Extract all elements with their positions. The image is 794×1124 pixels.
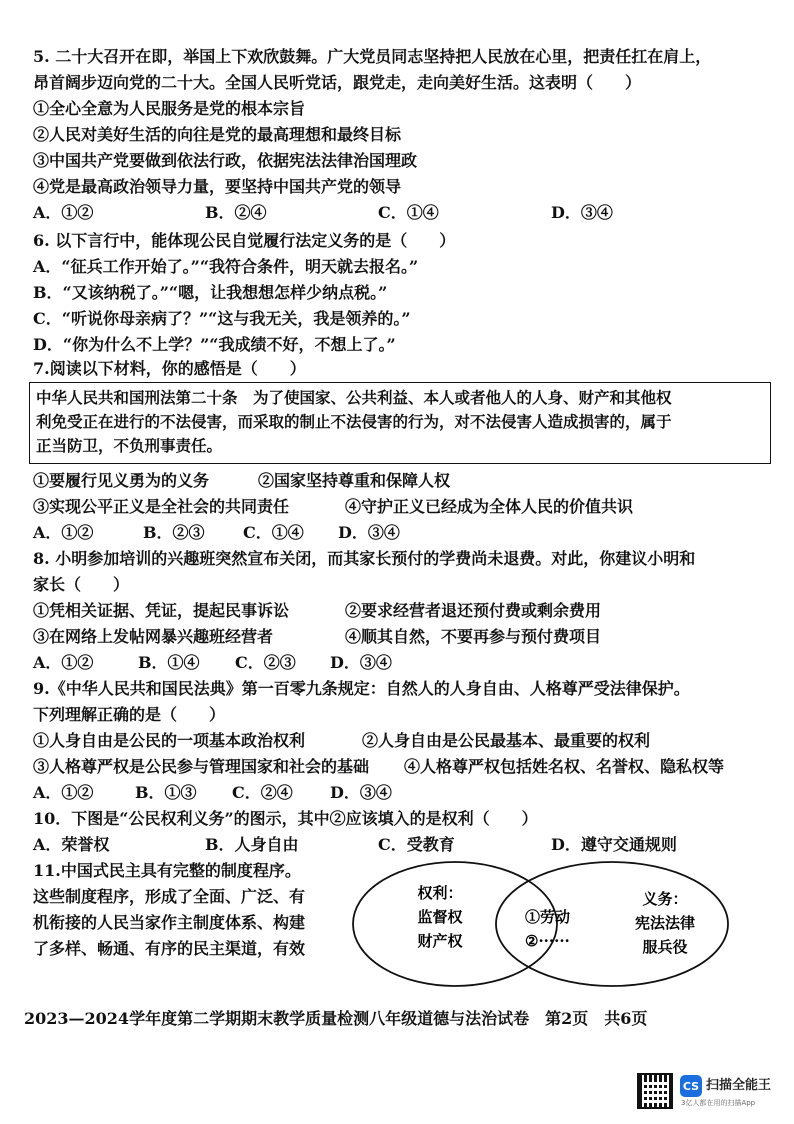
q11-line2: 这些制度程序，形成了全面、广泛、有: [33, 887, 306, 906]
q6-option-c: C．“听说你母亲病了？”“这与我无关，我是领养的。”: [33, 309, 411, 328]
q7-statement-2: ②国家坚持尊重和保障人权: [258, 471, 451, 490]
venn-rights-item-1: 监督权: [417, 908, 463, 926]
q7-option-c: C．①④: [243, 523, 304, 542]
q5-statement-1: ①全心全意为人民服务是党的根本宗旨: [33, 99, 306, 118]
qr-code-icon: [637, 1073, 673, 1109]
q8-option-b: B．①④: [138, 653, 200, 672]
q7-option-a: A．①②: [33, 523, 94, 542]
q5-stem-line1: 5. 二十大召开在即，举国上下欢欣鼓舞。广大党员同志坚持把人民放在心里，把责任扛在肩上，: [33, 47, 712, 66]
q8-option-c: C．②③: [235, 653, 296, 672]
q6-option-d: D．“你为什么不上学？”“我成绩不好，不想上了。”: [33, 335, 396, 354]
q5-option-a: A．①②: [33, 203, 94, 222]
q9-option-b: B．①③: [135, 783, 197, 802]
q9-option-c: C．②④: [232, 783, 293, 802]
q9-statement-1: ①人身自由是公民的一项基本政治权利: [33, 731, 306, 750]
q5-option-b: B．②④: [205, 203, 267, 222]
q8-stem-line2: 家长（ ）: [33, 575, 130, 594]
q5-option-d: D．③④: [551, 203, 613, 222]
q10-option-d: D．遵守交通规则: [551, 835, 677, 854]
q11-line1: 11.中国式民主具有完整的制度程序。: [33, 861, 301, 880]
q9-option-a: A．①②: [33, 783, 94, 802]
q5-option-c: C．①④: [378, 203, 439, 222]
q5-statement-2: ②人民对美好生活的向往是党的最高理想和最终目标: [33, 125, 402, 144]
q6-stem: 6. 以下言行中，能体现公民自觉履行法定义务的是（ ）: [33, 231, 456, 250]
q10-option-a: A．荣誉权: [33, 835, 110, 854]
q7-stem: 7.阅读以下材料，你的感悟是（ ）: [33, 359, 306, 378]
q9-statement-3: ③人格尊严权是公民参与管理国家和社会的基础: [33, 757, 370, 776]
camscanner-name: 扫描全能王: [706, 1078, 772, 1093]
q8-statement-3: ③在网络上发帖网暴兴趣班经营者: [33, 627, 274, 646]
q7-option-d: D．③④: [338, 523, 400, 542]
q6-option-b: B．“又该纳税了。”“嗯，让我想想怎样少纳点税。”: [33, 283, 388, 302]
q7-material-line1: 中华人民共和国刑法第二十条 为了使国家、公共利益、本人或者他人的人身、财产和其他权: [36, 388, 672, 407]
q9-option-d: D．③④: [330, 783, 392, 802]
venn-rights-title: 权利：: [417, 884, 463, 902]
rights-duties-venn-diagram: [350, 858, 760, 998]
q8-statement-1: ①凭相关证据、凭证，提起民事诉讼: [33, 601, 290, 620]
venn-overlap-item-1: ①劳动: [525, 908, 571, 926]
venn-duties-item-2: 服兵役: [642, 938, 688, 956]
q7-option-b: B．②③: [143, 523, 205, 542]
camscanner-tagline: 3亿人都在用的扫描App: [681, 1099, 756, 1107]
q8-stem-line1: 8. 小明参加培训的兴趣班突然宣布关闭，而其家长预付的学费尚未退费。对此，你建议小明和: [33, 549, 696, 568]
page-footer: 2023—2024学年度第二学期期末教学质量检测八年级道德与法治试卷 第2页 共6页: [24, 1009, 648, 1028]
venn-duties-item-1: 宪法法律: [634, 914, 696, 932]
q8-option-a: A．①②: [33, 653, 94, 672]
q8-statement-2: ②要求经营者退还预付费或剩余费用: [345, 601, 602, 620]
q8-option-d: D．③④: [330, 653, 392, 672]
q11-line4: 了多样、畅通、有序的民主渠道，有效: [33, 939, 306, 958]
camscanner-logo-icon: CS: [680, 1075, 702, 1097]
q6-option-a: A．“征兵工作开始了。”“我符合条件，明天就去报名。”: [33, 257, 419, 276]
q7-material-box: [29, 382, 771, 464]
q9-stem-line2: 下列理解正确的是（ ）: [33, 705, 226, 724]
q7-material-line3: 正当防卫，不负刑事责任。: [36, 436, 223, 455]
q7-statement-1: ①要履行见义勇为的义务: [33, 471, 210, 490]
q11-line3: 机衔接的人民当家作主制度体系、构建: [33, 913, 306, 932]
q9-statement-4: ④人格尊严权包括姓名权、名誉权、隐私权等: [404, 757, 725, 776]
q5-statement-3: ③中国共产党要做到依法行政，依据宪法法律治国理政: [33, 151, 418, 170]
q7-material-line2: 利免受正在进行的不法侵害，而采取的制止不法侵害的行为，对不法侵害人造成损害的，属于: [36, 412, 672, 431]
q10-option-c: C．受教育: [378, 835, 455, 854]
q7-statement-4: ④守护正义已经成为全体人民的价值共识: [345, 497, 634, 516]
q7-statement-3: ③实现公平正义是全社会的共同责任: [33, 497, 290, 516]
venn-rights-item-2: 财产权: [417, 932, 463, 950]
q9-statement-2: ②人身自由是公民最基本、最重要的权利: [362, 731, 651, 750]
q5-statement-4: ④党是最高政治领导力量，要坚持中国共产党的领导: [33, 177, 402, 196]
q10-stem: 10．下图是“公民权利义务”的图示，其中②应该填入的是权利（ ）: [33, 809, 538, 828]
q8-statement-4: ④顺其自然，不要再参与预付费项目: [345, 627, 602, 646]
q10-option-b: B．人身自由: [205, 835, 299, 854]
venn-overlap-item-2: ②······: [525, 932, 570, 950]
q5-stem-line2: 昂首阔步迈向党的二十大。全国人民听党话，跟党走，走向美好生活。这表明（ ）: [33, 73, 642, 92]
q9-stem-line1: 9.《中华人民共和国民法典》第一百零九条规定：自然人的人身自由、人格尊严受法律保护。: [33, 679, 690, 698]
venn-duties-title: 义务：: [642, 890, 688, 908]
